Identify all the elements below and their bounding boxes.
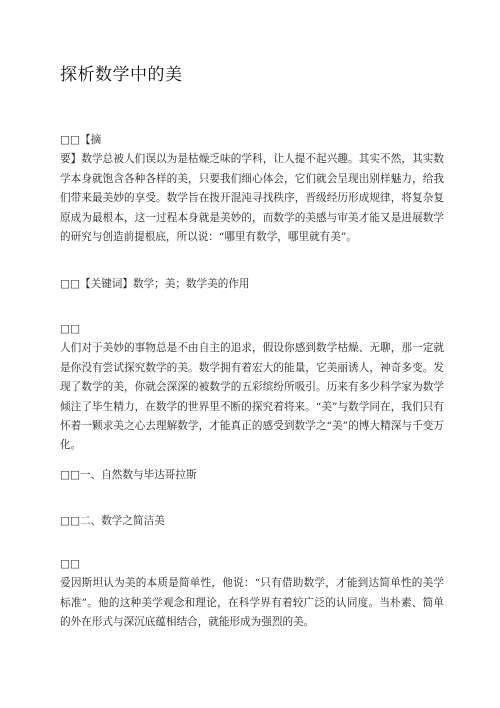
section-heading-1: □□一、自然数与毕达哥拉斯 (60, 469, 197, 481)
section-heading-2: □□二、数学之简洁美 (60, 515, 165, 527)
section-2-text: 爱因斯坦认为美的本质是简单性，他说：“只有借助数学，才能到达简单性的美学标准”。他的这种美学观念和理论，在科学界有着较广泛的认同度。当朴素、简单的外在形式与深沉底蕴相结合，就能形成为强烈的美。 (60, 577, 444, 629)
intro-text: 人们对于美妙的事物总是不由自主的追求，假设你感到数学枯燥、无聊，那一定就是你没有尝试探究数学的美。数学拥有着宏大的能量，它美丽诱人，神奇多变。发现了数学的美，你就会深深的被数学的五彩缤纷所吸引。历来有多少科学家为数学倾注了毕生精力，在数学的世界里不断的探究着将来。“美”与数学同在，我们只有怀着一颗求美之心去理解数学，才能真正的感受到数学之“美”的博大精深与千变万化。 (60, 342, 444, 452)
section-2-paragraph (60, 555, 444, 633)
keywords-line: □□【关键词】数学；美；数学美的作用 (60, 278, 250, 290)
abstract-lead: □□【摘 (60, 134, 102, 146)
intro-lead: □□ (60, 323, 81, 335)
section-2-lead: □□ (60, 558, 81, 570)
intro-paragraph (60, 320, 444, 456)
abstract-paragraph (60, 131, 444, 247)
document-title: 探析数学中的美 (60, 65, 183, 85)
abstract-text: 要】数学总被人们误以为是枯燥乏味的学科，让人提不起兴趣。其实不然，其实数学本身就饱含各种各样的美，只要我们细心体会，它们就会呈现出别样魅力，给我们带来最美妙的享受。数学旨在拨开混沌寻找秩序，晋级经历形成规律，将复杂复原成为最根本，这一过程本身就是美妙的，而数学的美感与审美才能又是进展数学的研究与创造前提根底，所以说：“哪里有数学，哪里就有美”。 (60, 153, 444, 244)
